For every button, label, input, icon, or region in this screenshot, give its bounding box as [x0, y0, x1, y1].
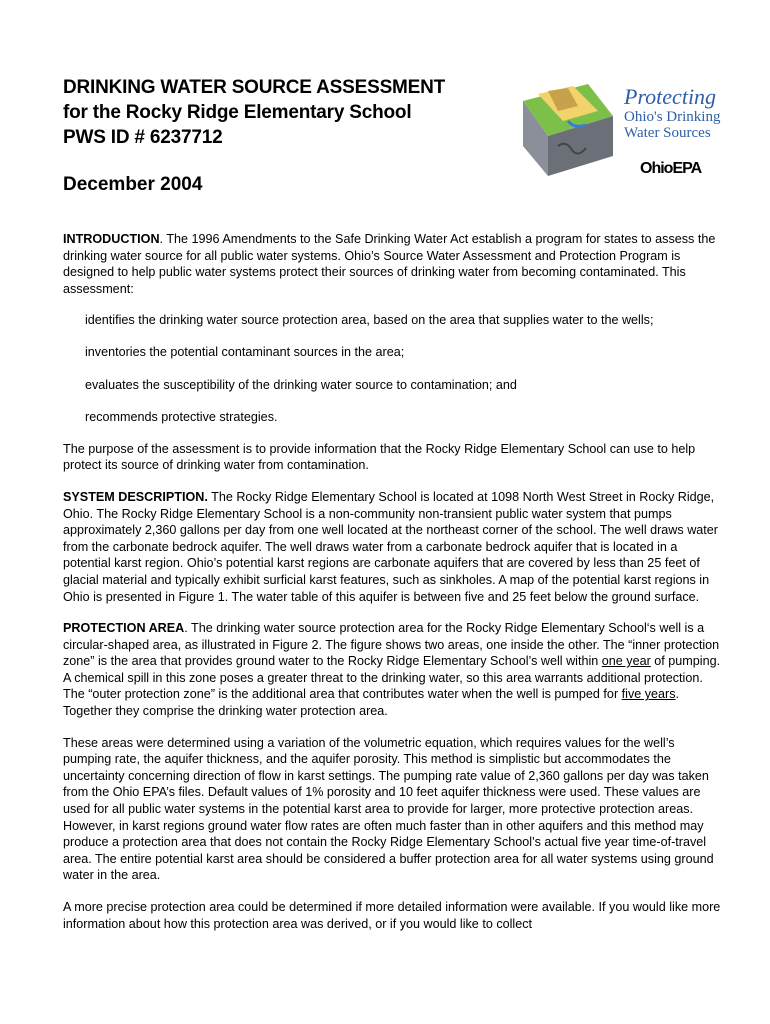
document-body [63, 231, 725, 947]
system-heading: SYSTEM DESCRIPTION. [63, 489, 208, 504]
document-title [63, 75, 513, 150]
system-paragraph [63, 489, 725, 605]
purpose-paragraph: The purpose of the assessment is to provide information that the Rocky Ridge Elementary School can use to help protect its source of drinking water from contamination. [63, 441, 696, 473]
protection-text-a: . The drinking water source protection area for the Rocky Ridge Elementary School‘s well is a circular-shaped area, as illustrated in Figure 2. The figure shows two areas, one inside the other. The “inner protection zone” is the area that provides ground water to the Rocky Ridge Elementary School’s well within [63, 621, 720, 669]
list-item: evaluates the susceptibility of the drinking water source to contamination; and [85, 377, 517, 392]
system-text: The Rocky Ridge Elementary School is located at 1098 North West Street in Rocky Ridge, Ohio. The Rocky Ridge Elementary School is a non-community non-transient public water system that pumps approximately 2,360 gallons per day from one well located at the northeast corner of the school. The well draws water from the carbonate bedrock aquifer. The well draws water from a carbonate bedrock aquifer that is located in a potential karst region. Ohio’s potential karst regions are carbonate aquifers that are covered by less than 25 feet of glacial material and typically exhibit surficial karst features, such as sinkholes. A map of the potential karst regions in Ohio is presented in Figure 1. The water table of this aquifer is between five and 25 feet below the ground surface. [63, 489, 718, 604]
title-line-1: DRINKING WATER SOURCE ASSESSMENT [63, 77, 446, 98]
protection-paragraph [63, 620, 725, 720]
protection-text-b: of pumping. A chemical spill in this zone poses a greater threat to the drinking water, so this area warrants additional protection. The “outer protection zone” is the additional area that contributes water when the well is pumped for [63, 654, 721, 702]
one-year-text: one year [601, 654, 651, 669]
protection-text-c: . Together they comprise the drinking water protection area. [63, 687, 680, 719]
logo-text [624, 85, 720, 141]
logo-line-1: Protecting [624, 84, 717, 109]
list-item: inventories the potential contaminant sources in the area; [85, 345, 405, 360]
title-line-2: for the Rocky Ridge Elementary School [63, 102, 412, 123]
intro-text: . The 1996 Amendments to the Safe Drinking Water Act establish a program for states to assess the drinking water source for all public water systems. Ohio’s Source Water Assessment and Protection Program is designed to help public water systems protect their sources of drinking water from becoming contaminated. This assessment: [63, 232, 716, 296]
intro-paragraph [63, 231, 725, 297]
protection-heading: PROTECTION AREA [63, 621, 185, 636]
list-item: identifies the drinking water source protection area, based on the area that supplies water to the wells; [85, 313, 654, 328]
assessment-list [63, 312, 725, 425]
ohio-epa-logo: OhioEPA [640, 160, 702, 177]
precise-paragraph: A more precise protection area could be determined if more detailed information were available. If you would like more information about how this protection area was derived, or if you would like to collect [63, 900, 721, 931]
title-line-3: PWS ID # 6237712 [63, 127, 223, 148]
document-date: December 2004 [63, 174, 203, 195]
five-years-text: five years [621, 687, 676, 702]
method-paragraph: These areas were determined using a variation of the volumetric equation, which requires values for the well’s pumping rate, the aquifer thickness, and the aquifer porosity. This method is simplistic but accommodates the uncertainty concerning direction of flow in karst settings. The pumping rate value of 2,360 gallons per day was taken from the Ohio EPA’s files. Default values of 1% porosity and 10 feet aquifer thickness were used. These values are used for all public water systems in the potential karst area to provide for larger, more protective protection areas. However, in karst regions ground water flow rates are often much faster than in other aquifers and this method may produce a protection area that does not contain the Rocky Ridge Elementary School’s actual five year time-of-travel area. The entire potential karst area should be considered a buffer protection area for all water systems using ground water in the area. [63, 735, 714, 883]
logo-line-2: Ohio's Drinking [624, 109, 721, 125]
list-item: recommends protective strategies. [85, 409, 278, 424]
logo-line-3: Water Sources [624, 125, 711, 141]
intro-heading: INTRODUCTION [63, 232, 160, 246]
